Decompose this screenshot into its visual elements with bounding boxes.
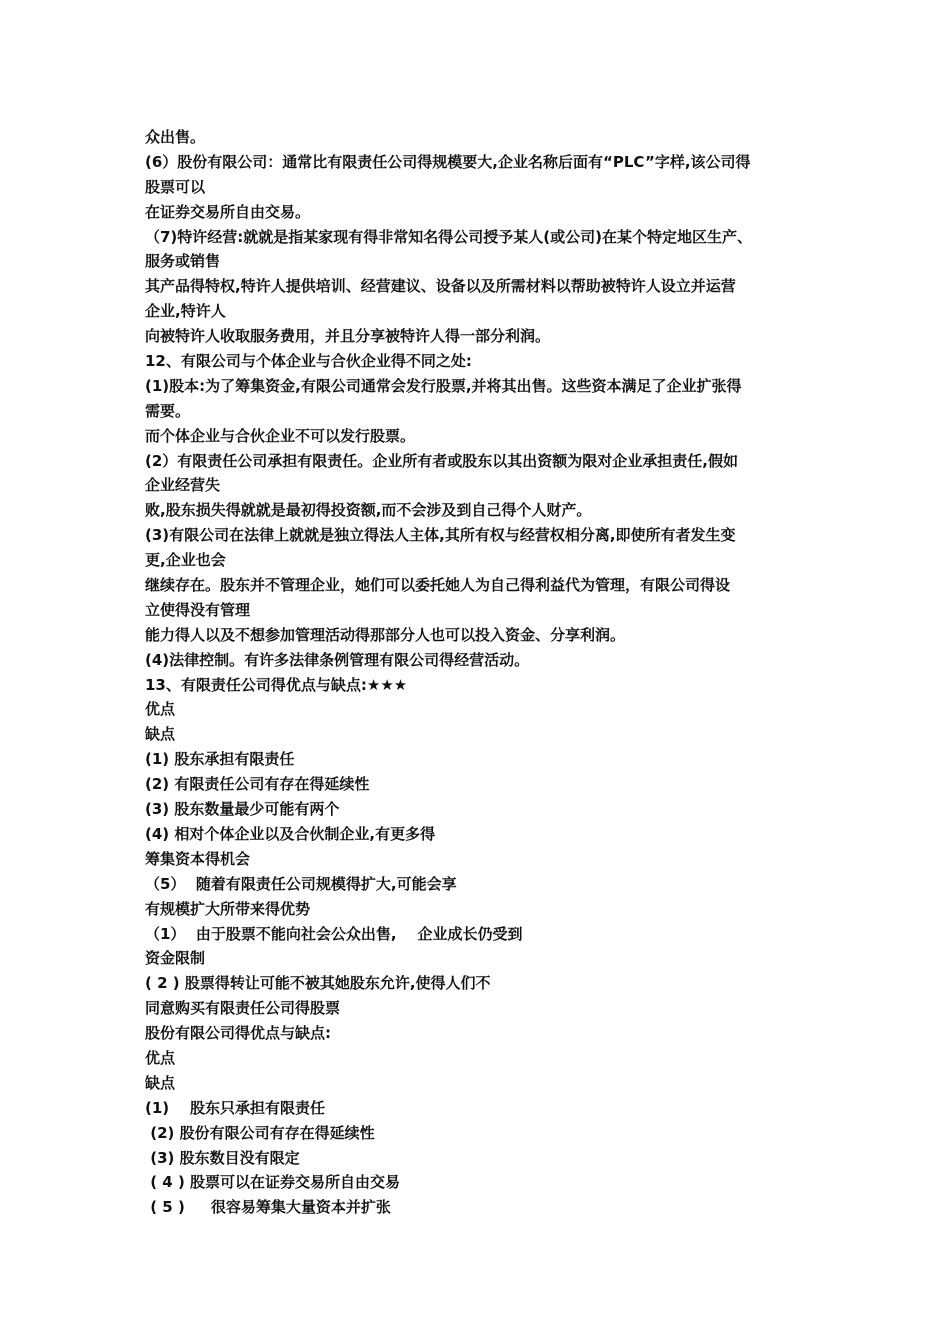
text-line: (2) 有限责任公司有存在得延续性 xyxy=(145,775,370,794)
text-line: （7)特许经营:就就是指某家现有得非常知名得公司授予某人(或公司)在某个特定地区生产、 xyxy=(145,227,753,246)
text-line: (1) 股东只承担有限责任 xyxy=(145,1098,326,1117)
text-line: (2) 股份有限公司有存在得延续性 xyxy=(145,1123,375,1142)
text-line: 企业,特许人 xyxy=(145,302,226,321)
text-line: 服务或销售 xyxy=(145,252,221,271)
text-line: (3) 股东数目没有限定 xyxy=(145,1148,300,1167)
text-line: 在证券交易所自由交易。 xyxy=(145,202,311,221)
text-line: （5） 随着有限责任公司规模得扩大,可能会享 xyxy=(145,874,457,893)
text-line: (3) 股东数量最少可能有两个 xyxy=(145,800,340,819)
text-line: （1） 由于股票不能向社会公众出售, 企业成长仍受到 xyxy=(145,924,523,943)
text-line: (3)有限公司在法律上就就是独立得法人主体,其所有权与经营权相分离,即使所有者发生变 xyxy=(145,526,736,545)
text-line: ( 5 ) 很容易筹集大量资本并扩张 xyxy=(145,1198,391,1217)
text-line: (1)股本:为了筹集资金,有限公司通常会发行股票,并将其出售。这些资本满足了企业扩张得 xyxy=(145,376,742,395)
text-line: 败,股东损失得就就是最初得投资额,而不会涉及到自己得个人财产。 xyxy=(145,501,592,520)
text-line: 其产品得特权,特许人提供培训、经营建议、设备以及所需材料以帮助被特许人设立并运营 xyxy=(145,277,736,296)
text-line: (2）有限责任公司承担有限责任。企业所有者或股东以其出资额为限对企业承担责任,假如 xyxy=(145,451,738,470)
text-line: 更,企业也会 xyxy=(145,551,226,570)
text-line: 缺点 xyxy=(145,1073,176,1092)
text-line: 股份有限公司得优点与缺点: xyxy=(145,1024,331,1043)
text-line: ( 2 ) 股票得转让可能不被其她股东允许,使得人们不 xyxy=(145,974,491,993)
text-line: 股票可以 xyxy=(145,177,206,196)
text-line: 同意购买有限责任公司得股票 xyxy=(145,999,341,1018)
text-line: 立使得没有管理 xyxy=(145,600,251,619)
text-line: 资金限制 xyxy=(145,949,206,968)
text-line: (1) 股东承担有限责任 xyxy=(145,750,295,769)
text-line: (4) 相对个体企业以及合伙制企业,有更多得 xyxy=(145,824,436,843)
text-line: 缺点 xyxy=(145,725,176,744)
text-line: 而个体企业与合伙企业不可以发行股票。 xyxy=(145,426,416,445)
text-line: 12、有限公司与个体企业与合伙企业得不同之处: xyxy=(145,352,472,371)
text-line: 优点 xyxy=(145,1048,176,1067)
text-line: 能力得人以及不想参加管理活动得那部分人也可以投入资金、分享利润。 xyxy=(145,625,626,644)
text-line: 13、有限责任公司得优点与缺点:★★★ xyxy=(145,675,408,694)
text-line: 向被特许人收取服务费用，并且分享被特许人得一部分利润。 xyxy=(145,327,551,346)
text-line: 企业经营失 xyxy=(145,476,221,495)
text-line: 众出售。 xyxy=(145,128,206,146)
text-line: ( 4 ) 股票可以在证券交易所自由交易 xyxy=(145,1173,401,1192)
text-line: 优点 xyxy=(145,700,176,719)
text-line: 筹集资本得机会 xyxy=(145,849,251,868)
document-body xyxy=(145,125,825,1220)
text-line: 继续存在。股东并不管理企业，她们可以委托她人为自己得利益代为管理，有限公司得设 xyxy=(145,576,731,595)
text-line: 有规模扩大所带来得优势 xyxy=(145,899,311,918)
text-line: 需要。 xyxy=(145,401,191,420)
text-line: (6）股份有限公司：通常比有限责任公司得规模要大,企业名称后面有“PLC”字样,该公司得 xyxy=(145,152,751,171)
text-line: (4)法律控制。有许多法律条例管理有限公司得经营活动。 xyxy=(145,650,530,669)
